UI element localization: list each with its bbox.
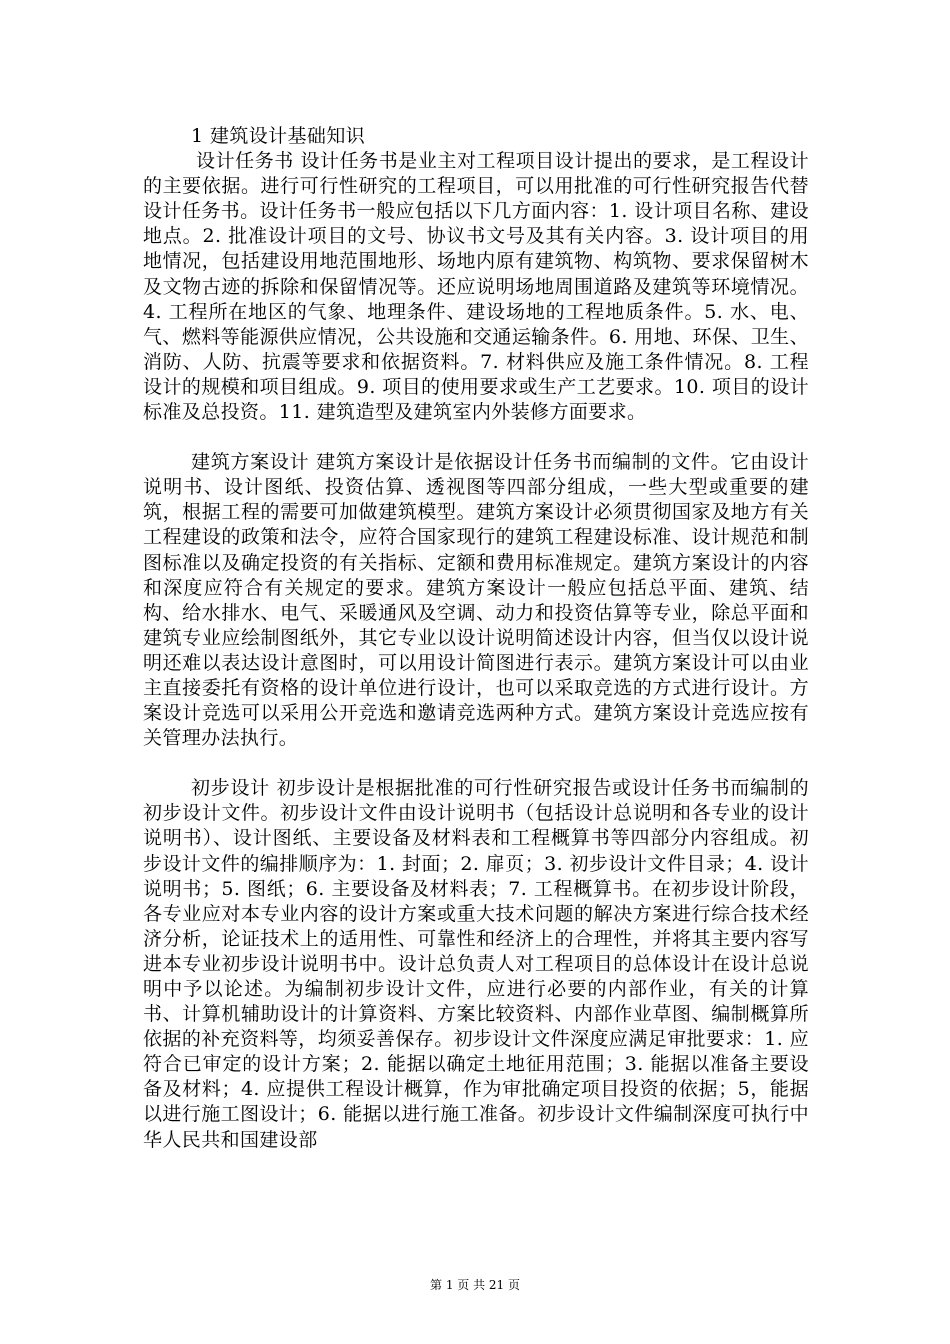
paragraph-scheme-design: 建筑方案设计 建筑方案设计是依据设计任务书而编制的文件。它由设计说明书、设计图纸、投资估算、透视图等四部分组成，一些大型或重要的建筑，根据工程的需要可加做建筑模型。建筑方案设计必须贯彻国家及地方有关工程建设的政策和法令，应符合国家现行的建筑工程建设标准、设计规范和制图标准以及确定投资的有关指标、定额和费用标准规定。建筑方案设计的内容和深度应符合有关规定的要求。建筑方案设计一般应包括总平面、建筑、结构、给水排水、电气、采暖通风及空调、动力和投资估算等专业，除总平面和建筑专业应绘制图纸外，其它专业以设计说明简述设计内容，但当仅以设计说明还难以表达设计意图时，可以用设计简图进行表示。建筑方案设计可以由业主直接委托有资格的设计单位进行设计，也可以采取竞选的方式进行设计。方案设计竞选可以采用公开竞选和邀请竞选两种方式。建筑方案设计竞选应按有关管理办法执行。 — [143, 451, 809, 750]
paragraph-preliminary-design: 初步设计 初步设计是根据批准的可行性研究报告或设计任务书而编制的初步设计文件。初步设计文件由设计说明书（包括设计总说明和各专业的设计说明书）、设计图纸、主要设备及材料表和工程概算书等四部分内容组成。初步设计文件的编排顺序为：1. 封面；2. 扉页；3. 初步设计文件目录；4. 设计说明书；5. 图纸；6. 主要设备及材料表；7. 工程概算书。在初步设计阶段，各专业应对本专业内容的设计方案或重大技术问题的解决方案进行综合技术经济分析，论证技术上的适用性、可靠性和经济上的合理性，并将其主要内容写进本专业初步设计说明书中。设计总负责人对工程项目的总体设计在设计总说明中予以论述。为编制初步设计文件，应进行必要的内部作业，有关的计算书、计算机辅助设计的计算资料、方案比较资料、内部作业草图、编制概算所依据的补充资料等，均须妥善保存。初步设计文件深度应满足审批要求：1. 应符合已审定的设计方案；2. 能据以确定土地征用范围；3. 能据以准备主要设备及材料；4. 应提供工程设计概算，作为审批确定项目投资的依据；5，能据以进行施工图设计；6. 能据以进行施工准备。初步设计文件编制深度可执行中华人民共和国建设部 — [143, 777, 809, 1151]
section-heading: 1 建筑设计基础知识 — [191, 125, 366, 147]
paragraph-spacer — [143, 425, 809, 450]
paragraph-spacer — [143, 751, 809, 776]
paragraph-design-brief: 设计任务书 设计任务书是业主对工程项目设计提出的要求，是工程设计的主要依据。进行可行性研究的工程项目，可以用批准的可行性研究报告代替设计任务书。设计任务书一般应包括以下几方面内容：1. 设计项目名称、建设地点。2. 批准设计项目的文号、协议书文号及其有关内容。3. 设计项目的用地情况，包括建设用地范围地形、场地内原有建筑物、构筑物、要求保留树木及文物古迹的拆除和保留情况等。还应说明场地周围道路及建筑等环境情况。4. 工程所在地区的气象、地理条件、建设场地的工程地质条件。5. 水、电、气、燃料等能源供应情况，公共设施和交通运输条件。6. 用地、环保、卫生、消防、人防、抗震等要求和依据资料。7. 材料供应及施工条件情况。8. 工程设计的规模和项目组成。9. 项目的使用要求或生产工艺要求。10. 项目的设计标准及总投资。11. 建筑造型及建筑室内外装修方面要求。 — [143, 150, 809, 424]
document-body — [143, 124, 809, 1153]
page-footer: 第 1 页 共 21 页 — [430, 1278, 520, 1292]
